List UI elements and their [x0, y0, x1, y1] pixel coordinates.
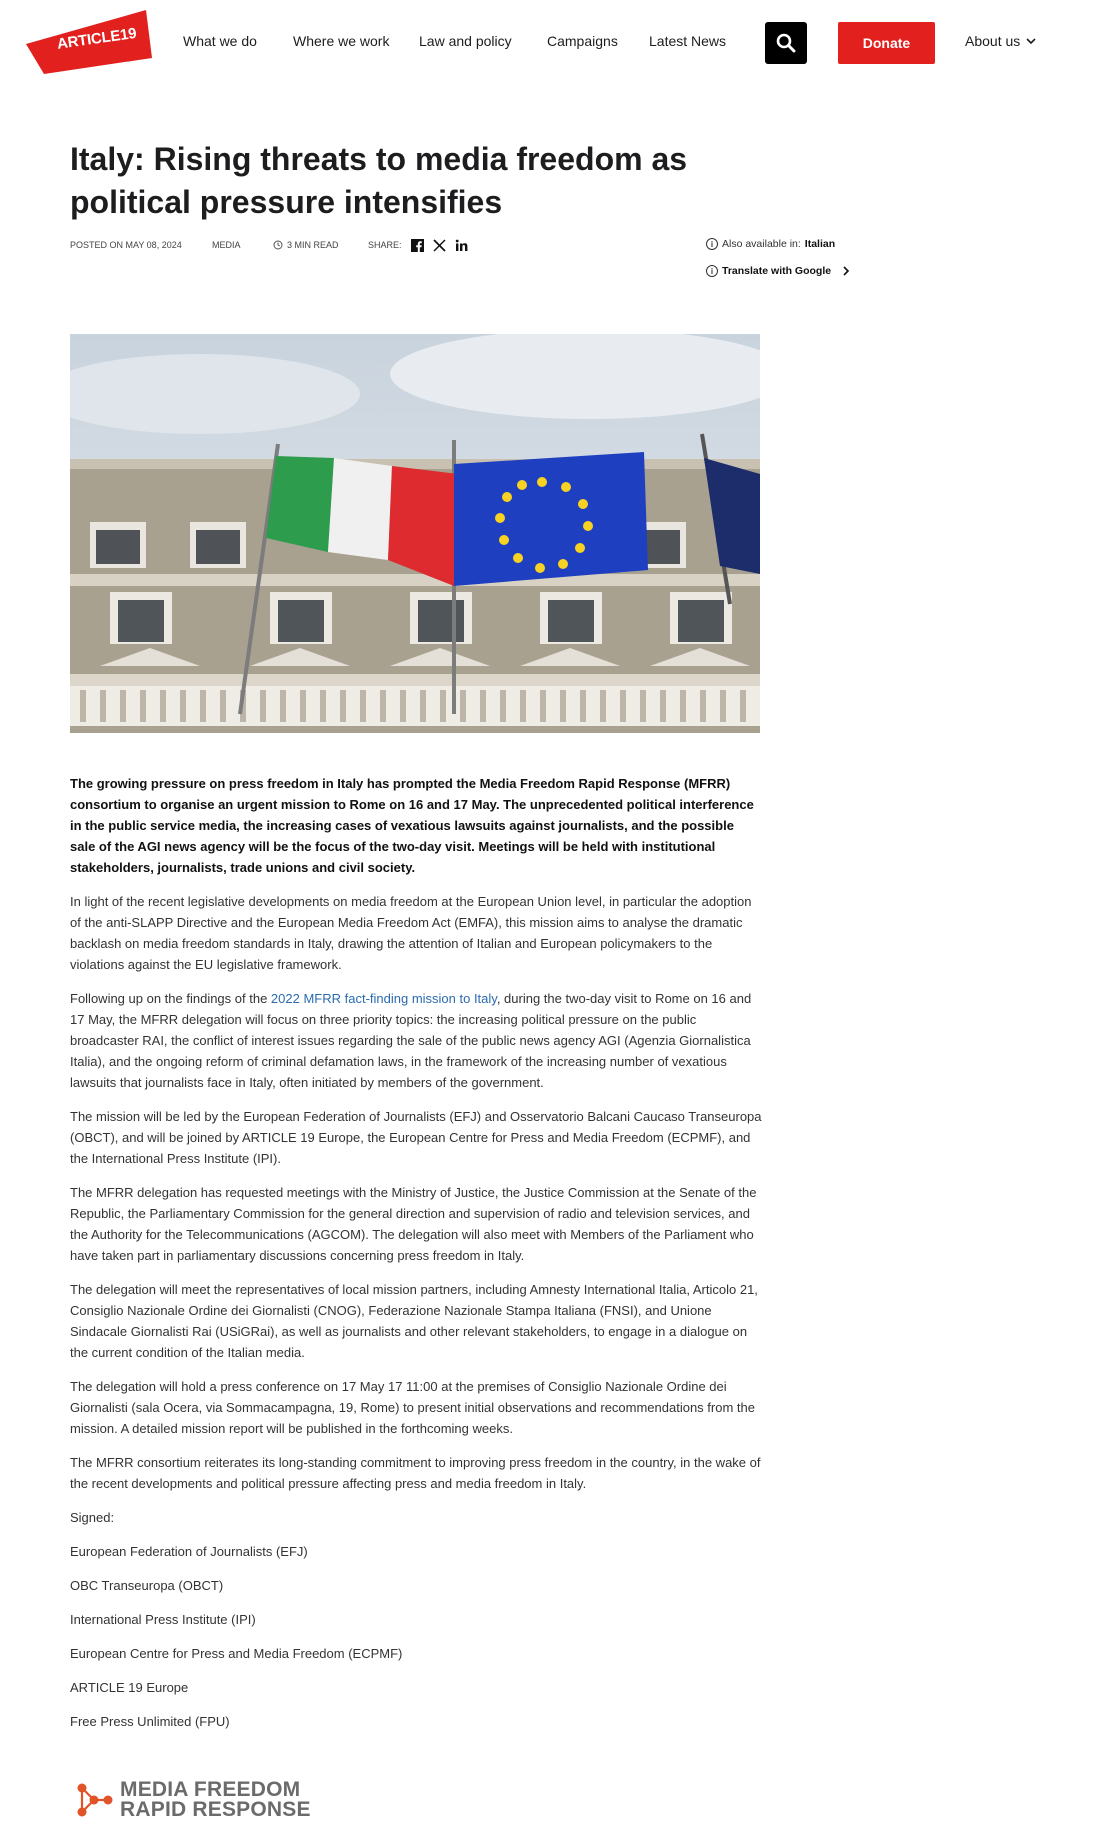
signatory: International Press Institute (IPI): [70, 1612, 256, 1627]
chevron-down-icon: [1026, 37, 1036, 45]
facebook-icon[interactable]: [410, 238, 424, 252]
category-tag[interactable]: MEDIA: [212, 240, 241, 250]
signatories-list: [70, 1507, 762, 1732]
article19-logo[interactable]: [24, 8, 154, 76]
signed-label: Signed:: [70, 1510, 115, 1525]
nav-law-and-policy[interactable]: Law and policy: [419, 33, 512, 49]
signatory: ARTICLE 19 Europe: [70, 1680, 189, 1695]
translate-google[interactable]: [706, 265, 851, 277]
info-icon: i: [706, 265, 718, 277]
share-icons: [410, 238, 468, 252]
also-available: [706, 238, 851, 250]
article-lead: The growing pressure on press freedom in Italy has prompted the Media Freedom Rapid Response (MFRR) consortium to organise an urgent mission to Rome on 16 and 17 May. The unprecedented political interference in the public service media, the increasing cases of vexatious lawsuits against journalists, and the possible sale of the AGI news agency will be the focus of the two-day visit. Meetings will be held with institutional stakeholders, journalists, trade unions and civil society.: [70, 776, 754, 875]
nav-where-we-work[interactable]: Where we work: [293, 33, 390, 49]
nav-campaigns[interactable]: Campaigns: [547, 33, 618, 49]
mfrr-network-icon: [74, 1780, 114, 1820]
nav-what-we-do[interactable]: What we do: [183, 33, 257, 49]
chevron-right-icon: [841, 266, 851, 276]
posted-date: POSTED ON MAY 08, 2024: [70, 240, 182, 250]
hero-image: [70, 334, 760, 733]
mfrr-logo: [74, 1780, 311, 1820]
article-paragraph: The MFRR consortium reiterates its long-standing commitment to improving press freedom in the country, in the wake of the recent developments and political pressure affecting press and media freedom in Italy.: [70, 1455, 761, 1491]
paragraph-text: Following up on the findings of the: [70, 991, 271, 1006]
mfrr-logo-line2: RAPID RESPONSE: [120, 1798, 311, 1821]
article-paragraph: The mission will be led by the European Federation of Journalists (EFJ) and Osservatorio Balcani Caucaso Transeuropa (OBCT), and will be joined by ARTICLE 19 Europe, the European Centre for Press and Media Freedom (ECPMF), and the International Press Institute (IPI).: [70, 1109, 762, 1166]
donate-button[interactable]: Donate: [838, 22, 935, 64]
signatory: Free Press Unlimited (FPU): [70, 1714, 230, 1729]
article-aside: [706, 238, 851, 277]
about-us-label: About us: [965, 33, 1021, 49]
about-us-menu[interactable]: [965, 33, 1036, 49]
read-time-label: 3 MIN READ: [287, 240, 339, 250]
logo-text: ARTICLE19: [56, 24, 138, 53]
share-label: SHARE:: [368, 240, 402, 250]
read-time: [273, 240, 339, 250]
nav-latest-news[interactable]: Latest News: [649, 33, 727, 49]
article-paragraph: The MFRR delegation has requested meetings with the Ministry of Justice, the Justice Commission at the Senate of the Republic, the Parliamentary Commission for the general direction and supervision of radio and television services, and the Authority for the Telecommunications (AGCOM). The delegation will also meet with Members of the Parliament who have taken part in parliamentary discussions concerning press freedom in Italy.: [70, 1185, 757, 1263]
linkedin-icon[interactable]: [454, 238, 468, 252]
signatory: European Federation of Journalists (EFJ): [70, 1544, 308, 1559]
mfrr-logo-line1: MEDIA FREEDOM: [120, 1778, 301, 1801]
clock-icon: [273, 240, 283, 250]
article-paragraph: [70, 988, 762, 1093]
search-button[interactable]: [765, 22, 807, 64]
search-icon: [776, 33, 796, 53]
article-body: [70, 773, 762, 1745]
article-paragraph: In light of the recent legislative developments on media freedom at the European Union level, in particular the adoption of the anti-SLAPP Directive and the European Media Freedom Act (EMFA), this mission aims to analyse the dramatic backlash on media freedom standards in Italy, drawing the attention of Italian and European policymakers to the violations against the EU legislative framework.: [70, 894, 752, 972]
paragraph-text: , during the two-day visit to Rome on 16 and 17 May, the MFRR delegation will focus on three priority topics: the increasing political pressure on the public broadcaster RAI, the conflict of interest issues regarding the sale of the public news agency AGI (Agenzia Giornalistica Italia), and the ongoing reform of criminal defamation laws, in the framework of the increasing number of vexatious lawsuits that journalists face in Italy, often initiated by members of the government.: [70, 991, 752, 1090]
signatory: European Centre for Press and Media Freedom (ECPMF): [70, 1646, 403, 1661]
article-paragraph: The delegation will hold a press conference on 17 May 17 11:00 at the premises of Consiglio Nazionale Ordine dei Giornalisti (sala Ocera, via Sommacampagna, 19, Rome) to present initial observations and recommendations from the mission. A detailed mission report will be published in the forthcoming weeks.: [70, 1379, 755, 1436]
site-header: [0, 0, 1100, 90]
article-paragraph: The delegation will meet the representatives of local mission partners, including Amnesty International Italia, Articolo 21, Consiglio Nazionale Ordine dei Giornalisti (CNOG), Federazione Nazionale Stampa Italiana (FNSI), and Unione Sindacale Giornalisti Rai (USiGRai), as well as journalists and other relevant stakeholders, to engage in a dialogue on the current condition of the Italian media.: [70, 1282, 758, 1360]
also-available-label: Also available in:: [722, 238, 801, 250]
info-icon: i: [706, 238, 718, 250]
x-twitter-icon[interactable]: [432, 238, 446, 252]
translate-label: Translate with Google: [722, 265, 832, 277]
article-title: Italy: Rising threats to media freedom as political pressure intensifies: [70, 141, 688, 220]
fact-finding-mission-link[interactable]: 2022 MFRR fact-finding mission to Italy: [270, 991, 497, 1006]
signatory: OBC Transeuropa (OBCT): [70, 1578, 224, 1593]
also-available-language[interactable]: Italian: [804, 238, 836, 250]
